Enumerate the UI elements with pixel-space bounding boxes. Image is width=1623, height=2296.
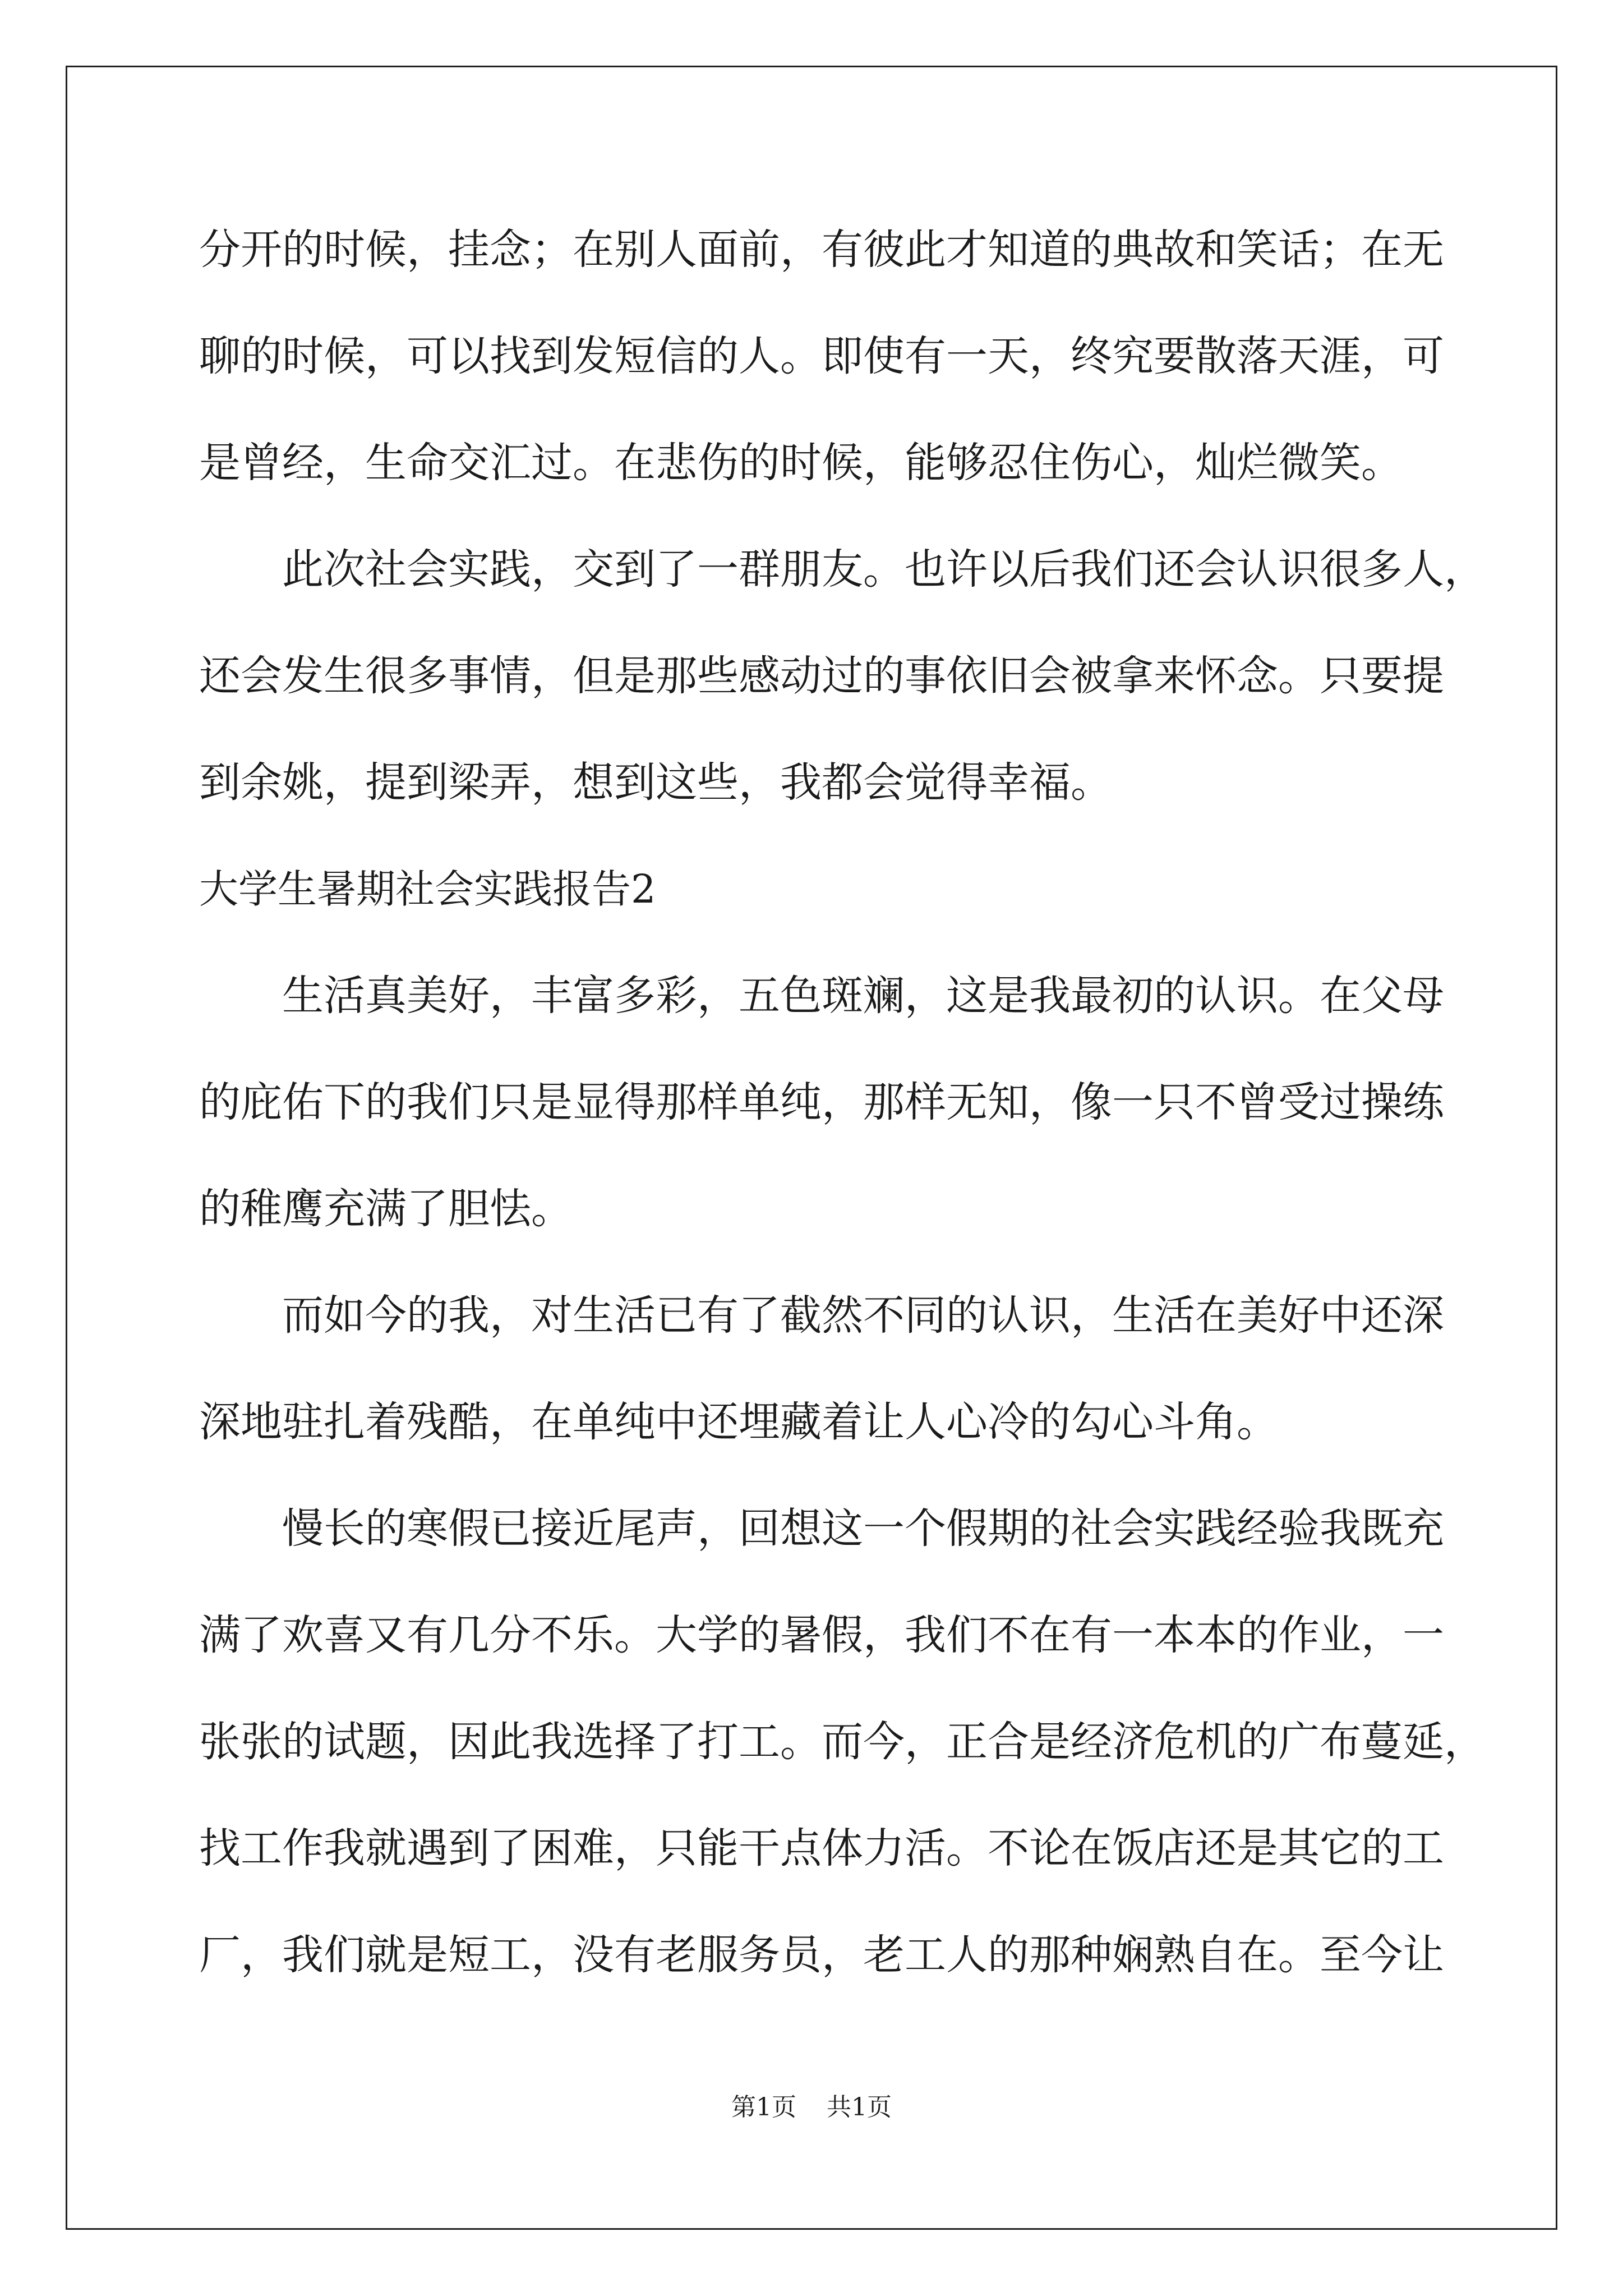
page-number-total: 共1页	[827, 2093, 892, 2122]
page-number-current: 第1页	[731, 2093, 796, 2122]
text-line: 慢长的寒假已接近尾声，回想这一个假期的社会实践经验我既充	[282, 1504, 1444, 1553]
text-line: 满了欢喜又有几分不乐。大学的暑假，我们不在有一本本的作业，一	[199, 1611, 1444, 1659]
text-line: 的庇佑下的我们只是显得那样单纯，那样无知，像一只不曾受过操练	[199, 1078, 1444, 1126]
text-line: 到余姚，提到梁弄，想到这些，我都会觉得幸福。	[199, 758, 1112, 807]
text-line: 聊的时候，可以找到发短信的人。即使有一天，终究要散落天涯，可	[199, 332, 1444, 380]
text-line: 找工作我就遇到了困难，只能干点体力活。不论在饭店还是其它的工	[199, 1824, 1444, 1872]
page-footer	[0, 2087, 1623, 2123]
text-line: 而如今的我，对生活已有了截然不同的认识，生活在美好中还深	[282, 1291, 1444, 1340]
text-line: 厂，我们就是短工，没有老服务员，老工人的那种娴熟自在。至今让	[199, 1931, 1444, 1979]
text-line: 此次社会实践，交到了一群朋友。也许以后我们还会认识很多人，	[282, 545, 1486, 593]
text-line: 的稚鹰充满了胆怯。	[199, 1185, 573, 1233]
text-line: 生活真美好，丰富多彩，五色斑斓，这是我最初的认识。在父母	[282, 972, 1444, 1020]
document-body	[199, 213, 1486, 2025]
text-line: 是曾经，生命交汇过。在悲伤的时候，能够忍住伤心，灿烂微笑。	[199, 439, 1403, 487]
text-line: 还会发生很多事情，但是那些感动过的事依旧会被拿来怀念。只要提	[199, 652, 1444, 700]
section-heading: 大学生暑期社会实践报告2	[199, 866, 656, 912]
text-line: 深地驻扎着残酷，在单纯中还埋藏着让人心冷的勾心斗角。	[199, 1398, 1278, 1446]
text-line: 张张的试题，因此我选择了打工。而今，正合是经济危机的广布蔓延，	[199, 1718, 1486, 1766]
text-line: 分开的时候，挂念；在别人面前，有彼此才知道的典故和笑话；在无	[199, 226, 1444, 274]
